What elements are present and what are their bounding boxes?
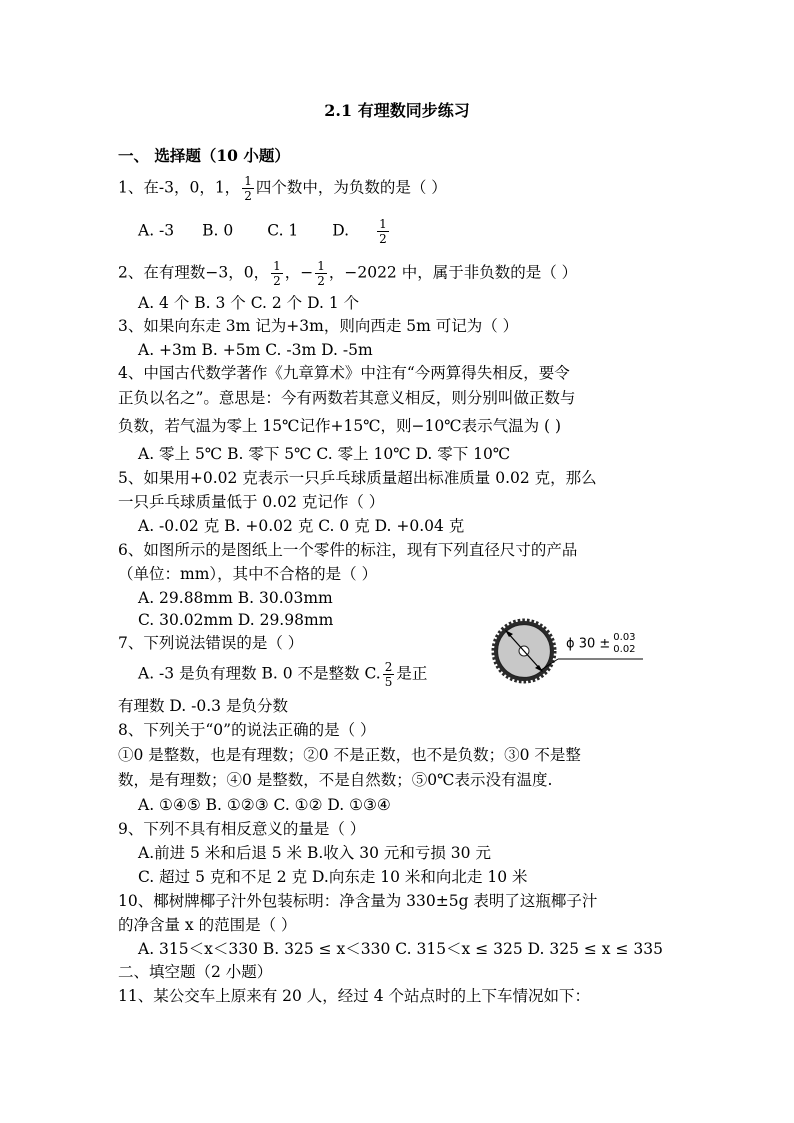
question-7-stem: 7、下列说法错误的是（ ） xyxy=(118,634,304,652)
q2-fraction-1 xyxy=(271,259,283,288)
q7-frac-num: 2 xyxy=(384,660,393,674)
q1-frac-den: 2 xyxy=(244,189,252,203)
tolerance-stack xyxy=(613,632,635,656)
q7-line-pre: A. -3 是负有理数 B. 0 不是整数 C. xyxy=(138,664,381,683)
question-9-options-row-1: A.前进 5 米和后退 5 米 B.收入 30 元和亏损 30 元 xyxy=(138,844,491,862)
question-4-options: A. 零上 5℃ B. 零下 5℃ C. 零上 10℃ D. 零下 10℃ xyxy=(138,445,511,463)
question-6-line-1: 6、如图所示的是图纸上一个零件的标注，现有下列直径尺寸的产品 xyxy=(118,541,578,559)
page-title: 2.1 有理数同步练习 xyxy=(324,101,470,120)
question-5-options: A. -0.02 克 B. +0.02 克 C. 0 克 D. +0.04 克 xyxy=(138,517,465,535)
diameter-value: ϕ 30 ± xyxy=(566,636,611,652)
q1-fraction xyxy=(242,174,254,203)
q2-fraction-2 xyxy=(315,259,327,288)
question-6-options-row-2: C. 30.02mm D. 29.98mm xyxy=(138,611,334,629)
q7-fraction xyxy=(383,660,395,689)
q2-stem-mid: ，− xyxy=(284,263,314,282)
q1-stem-post: 四个数中，为负数的是（ ） xyxy=(255,178,447,197)
question-4-line-3: 负数，若气温为零上 15℃记作+15℃，则−10℃表示气温为 ( ) xyxy=(118,417,562,435)
q1-option-d: D. xyxy=(332,221,350,240)
question-6-options-row-1: A. 29.88mm B. 30.03mm xyxy=(138,589,333,607)
q2-f2-den: 2 xyxy=(317,274,325,288)
question-9-options-row-2: C. 超过 5 克和不足 2 克 D.向东走 10 米和向北走 10 米 xyxy=(138,868,528,886)
q1-option-a: A. -3 xyxy=(138,221,175,240)
question-3-options: A. +3m B. +5m C. -3m D. -5m xyxy=(138,341,373,359)
question-9-stem: 9、下列不具有相反意义的量是（ ） xyxy=(118,820,366,838)
q1-option-c: C. 1 xyxy=(267,221,299,240)
q2-stem-pre: 2、在有理数−3，0， xyxy=(118,263,270,282)
question-4-line-1: 4、中国古代数学著作《九章算术》中注有“今两算得失相反，要令 xyxy=(118,364,570,382)
q1-option-d-fraction xyxy=(377,217,389,246)
question-7-options-line-1 xyxy=(138,660,427,689)
q2-stem-post: ，−2022 中，属于非负数的是（ ） xyxy=(328,263,578,282)
tolerance-upper: 0.03 xyxy=(613,632,636,643)
q1-d-num: 1 xyxy=(379,217,387,231)
question-10-line-2: 的净含量 x 的范围是（ ） xyxy=(118,916,297,934)
question-8-stem: 8、下列关于“0”的说法正确的是（ ） xyxy=(118,721,376,739)
q2-f2-num: 1 xyxy=(317,259,325,273)
tolerance-lower: 0.02 xyxy=(613,644,636,655)
question-1-options xyxy=(138,217,391,246)
question-8-line-3: 数，是有理数；④0 是整数，不是自然数；⑤0℃表示没有温度. xyxy=(118,771,553,789)
question-2-stem xyxy=(118,259,577,288)
q7-frac-den: 5 xyxy=(384,675,393,689)
q1-option-b: B. 0 xyxy=(202,221,234,240)
q7-line-post: 是正 xyxy=(396,664,428,683)
q1-d-den: 2 xyxy=(379,232,387,246)
question-4-line-2: 正负以名之”。意思是：今有两数若其意义相反，则分别叫做正数与 xyxy=(118,389,576,407)
section-heading-choice: 一、 选择题（10 小题） xyxy=(118,146,290,165)
question-8-line-2: ①0 是整数，也是有理数；②0 不是正数，也不是负数；③0 不是整 xyxy=(118,746,581,764)
question-7-options-line-2: 有理数 D. -0.3 是负分数 xyxy=(118,697,288,715)
diameter-tolerance-label xyxy=(566,632,636,656)
question-10-options: A. 315＜x＜330 B. 325 ≤ x＜330 C. 315＜x ≤ 325 D. 325 ≤ x ≤ 335 xyxy=(138,940,663,958)
question-3-stem: 3、如果向东走 3m 记为+3m，则向西走 5m 可记为（ ） xyxy=(118,317,519,335)
question-1-stem xyxy=(118,174,447,203)
question-2-options: A. 4 个 B. 3 个 C. 2 个 D. 1 个 xyxy=(138,294,360,312)
q2-f1-den: 2 xyxy=(273,274,281,288)
question-5-line-1: 5、如果用+0.02 克表示一只乒乓球质量超出标准质量 0.02 克，那么 xyxy=(118,469,597,487)
question-11-stem: 11、某公交车上原来有 20 人，经过 4 个站点时的上下车情况如下： xyxy=(118,987,591,1005)
question-5-line-2: 一只乒乓球质量低于 0.02 克记作（ ） xyxy=(118,493,385,511)
question-6-line-2: （单位：mm），其中不合格的是（ ） xyxy=(118,565,378,583)
question-10-line-1: 10、椰树牌椰子汁外包装标明：净含量为 330±5g 表明了这瓶椰子汁 xyxy=(118,892,598,910)
q1-stem-pre: 1、在-3，0，1， xyxy=(118,178,241,197)
q2-f1-num: 1 xyxy=(273,259,281,273)
q1-frac-num: 1 xyxy=(244,174,252,188)
section-heading-fill: 二、填空题（2 小题） xyxy=(118,963,273,981)
question-8-options: A. ①④⑤ B. ①②③ C. ①② D. ①③④ xyxy=(138,796,391,814)
